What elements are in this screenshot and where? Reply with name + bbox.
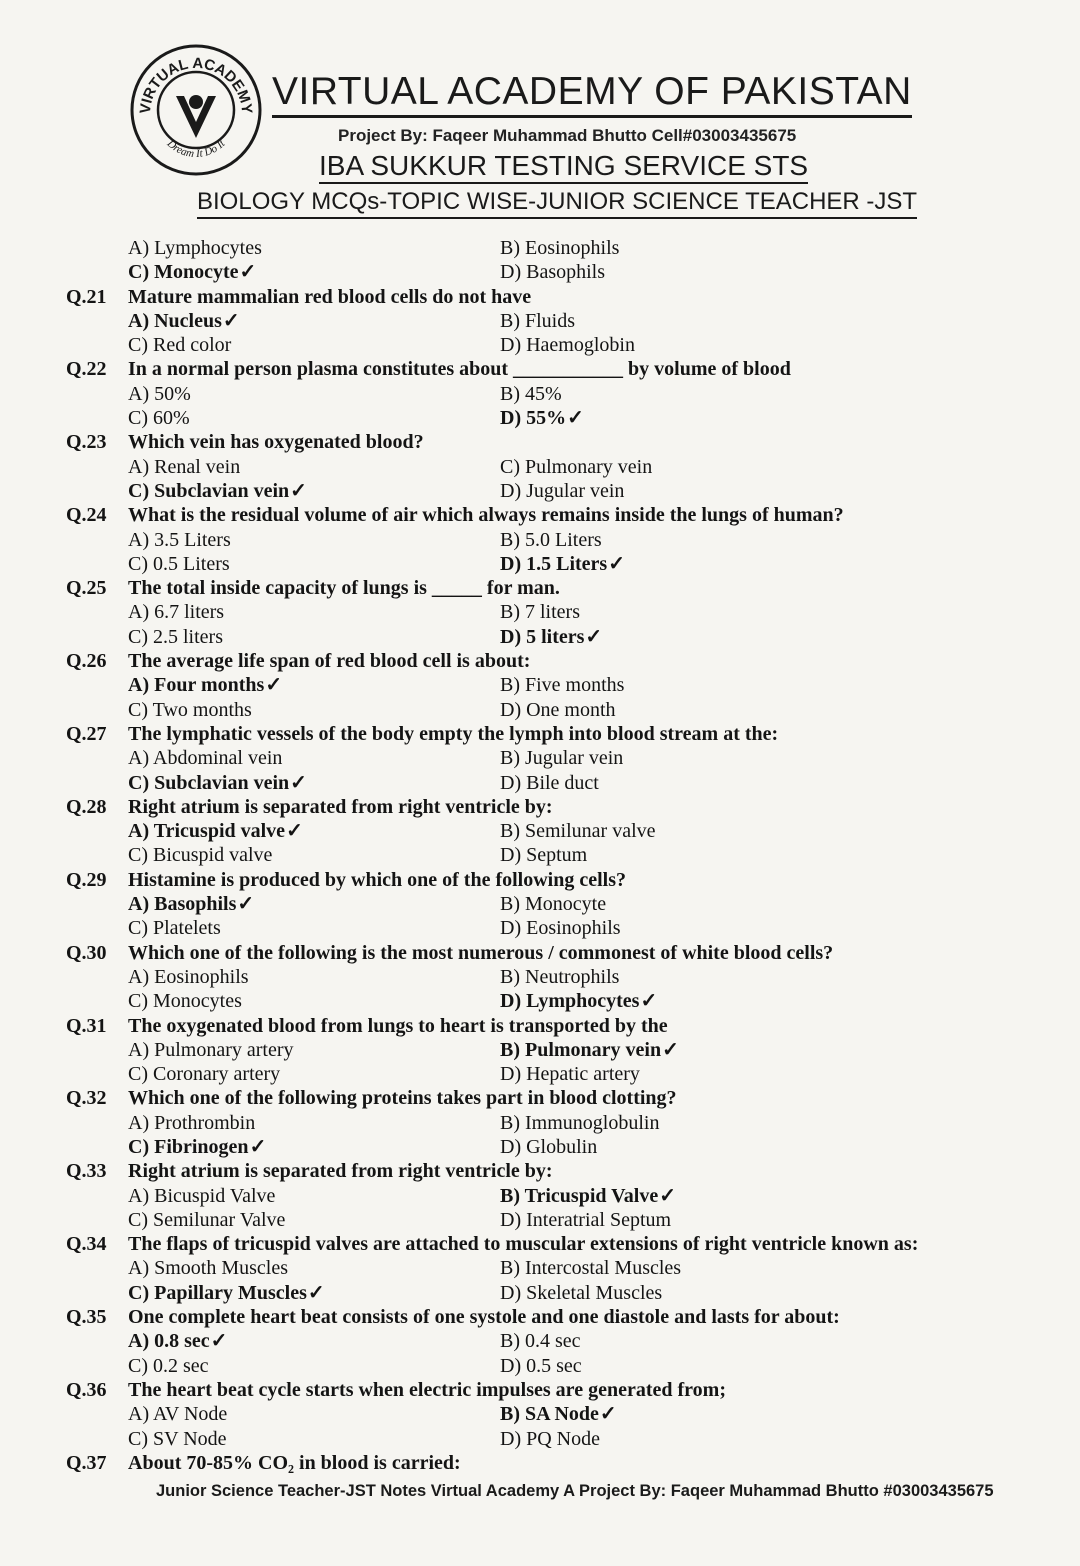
option-correct — [128, 1281, 500, 1305]
option — [500, 455, 872, 479]
option-row — [66, 989, 1006, 1013]
option-text: D) PQ Node — [500, 1427, 600, 1450]
question-text: About 70-85% CO₂ in blood is carried: — [128, 1451, 461, 1474]
option-row — [66, 965, 1006, 989]
logo-motto: Dream It Do It — [164, 137, 228, 161]
option-text: D) Globulin — [500, 1135, 598, 1158]
check-mark-icon: ✓ — [307, 1281, 325, 1304]
question-row — [66, 285, 1006, 309]
option-text: B) Five months — [500, 674, 625, 697]
option-row — [66, 1111, 1006, 1135]
question-text: Right atrium is separated from right ventricle by: — [128, 795, 553, 818]
option — [500, 1354, 872, 1378]
option — [500, 600, 872, 624]
option-text: B) 5.0 Liters — [500, 528, 602, 551]
option — [500, 236, 872, 260]
question-text: In a normal person plasma constitutes about ___________ by volume of blood — [128, 358, 791, 381]
question-number: Q.27 — [66, 722, 107, 745]
question-text: The average life span of red blood cell is about: — [128, 650, 531, 673]
option — [128, 382, 500, 406]
option-text: C) Subclavian vein — [128, 479, 290, 502]
option-row — [66, 1281, 1006, 1305]
option-text: A) 3.5 Liters — [128, 528, 231, 551]
option-text: C) Semilunar Valve — [128, 1208, 286, 1231]
question-row — [66, 649, 1006, 673]
option-text: C) Monocytes — [128, 990, 242, 1013]
check-mark-icon: ✓ — [265, 674, 283, 697]
check-mark-icon: ✓ — [585, 625, 603, 648]
option-text: A) Smooth Muscles — [128, 1257, 288, 1280]
check-mark-icon: ✓ — [290, 771, 307, 794]
option-text: C) 2.5 liters — [128, 625, 223, 648]
option-correct — [500, 1184, 872, 1208]
option-text: D) Eosinophils — [500, 917, 621, 940]
option — [128, 746, 500, 770]
option — [500, 333, 872, 357]
option-text: A) Prothrombin — [128, 1111, 256, 1134]
option — [128, 1062, 500, 1086]
question-text: One complete heart beat consists of one systole and one diastole and lasts for about: — [128, 1306, 840, 1329]
option-row — [66, 625, 1006, 649]
option — [128, 1038, 500, 1062]
option-correct — [500, 406, 872, 430]
option — [128, 843, 500, 867]
option — [500, 746, 872, 770]
option-row — [66, 771, 1006, 795]
option — [128, 236, 500, 260]
question-text: The total inside capacity of lungs is _____ for man. — [128, 577, 560, 600]
testing-service-title: IBA SUKKUR TESTING SERVICE STS — [319, 150, 808, 184]
option-text: C) Monocyte — [128, 261, 239, 284]
option — [500, 1208, 872, 1232]
option — [500, 1329, 872, 1353]
option-row — [66, 892, 1006, 916]
check-mark-icon: ✓ — [249, 1135, 267, 1158]
option — [128, 916, 500, 940]
option-text: A) Bicuspid Valve — [128, 1184, 276, 1207]
option-text: C) 0.5 Liters — [128, 552, 230, 575]
option — [500, 1062, 872, 1086]
option-row — [66, 309, 1006, 333]
option-text: D) Skeletal Muscles — [500, 1281, 663, 1304]
question-text: The lymphatic vessels of the body empty the lymph into blood stream at the: — [128, 722, 779, 745]
option-text: A) Tricuspid valve — [128, 820, 286, 843]
option-text: A) AV Node — [128, 1403, 228, 1426]
check-mark-icon: ✓ — [222, 309, 240, 332]
option — [128, 1256, 500, 1280]
option — [128, 1184, 500, 1208]
option-text: C) Coronary artery — [128, 1063, 281, 1086]
option-row — [66, 1329, 1006, 1353]
option — [500, 819, 872, 843]
option-row — [66, 406, 1006, 430]
question-number: Q.30 — [66, 941, 107, 964]
option-correct — [128, 819, 500, 843]
page-footer: Junior Science Teacher-JST Notes Virtual Academy A Project By: Faqeer Muhammad Bhutto #03003435675 — [156, 1482, 994, 1500]
option-row — [66, 333, 1006, 357]
option — [500, 528, 872, 552]
question-text: Which vein has oxygenated blood? — [128, 431, 424, 454]
option — [500, 1427, 872, 1451]
logo-ring-text: VIRTUAL ACADEMY — [136, 54, 256, 115]
option-text: D) Septum — [500, 844, 588, 867]
option-row — [66, 843, 1006, 867]
option-text: A) Pulmonary artery — [128, 1038, 294, 1061]
question-number: Q.25 — [66, 577, 107, 600]
option — [500, 309, 872, 333]
question-number: Q.26 — [66, 650, 107, 673]
question-row — [66, 430, 1006, 454]
subject-title: BIOLOGY MCQs-TOPIC WISE-JUNIOR SCIENCE TEACHER -JST — [197, 188, 917, 219]
option — [500, 673, 872, 697]
option-row — [66, 673, 1006, 697]
option-row — [66, 746, 1006, 770]
option-text: D) One month — [500, 698, 616, 721]
question-number: Q.35 — [66, 1306, 107, 1329]
option-correct — [128, 260, 500, 284]
check-mark-icon: ✓ — [662, 1038, 679, 1061]
check-mark-icon: ✓ — [608, 552, 625, 575]
option-text: B) 7 liters — [500, 601, 580, 624]
option-row — [66, 1062, 1006, 1086]
question-row — [66, 868, 1006, 892]
option-correct — [128, 1135, 500, 1159]
option-row — [66, 1402, 1006, 1426]
option — [500, 843, 872, 867]
option-row — [66, 260, 1006, 284]
question-row — [66, 576, 1006, 600]
question-row — [66, 1159, 1006, 1183]
svg-text:Dream It Do It — [164, 137, 228, 160]
question-row — [66, 795, 1006, 819]
question-row — [66, 1014, 1006, 1038]
question-text: Mature mammalian red blood cells do not have — [128, 285, 532, 308]
option — [128, 698, 500, 722]
option-text: B) Semilunar valve — [500, 820, 656, 843]
option-text: A) Eosinophils — [128, 965, 249, 988]
option-correct — [128, 309, 500, 333]
question-row — [66, 1305, 1006, 1329]
option-row — [66, 819, 1006, 843]
option — [128, 1354, 500, 1378]
option-text: A) Basophils — [128, 893, 237, 916]
check-mark-icon: ✓ — [237, 893, 255, 916]
academy-title: VIRTUAL ACADEMY OF PAKISTAN — [272, 72, 912, 118]
option-text: D) Hepatic artery — [500, 1063, 640, 1086]
question-text: The heart beat cycle starts when electric impulses are generated from; — [128, 1378, 726, 1401]
option — [128, 625, 500, 649]
option-row — [66, 1184, 1006, 1208]
question-text: The oxygenated blood from lungs to heart is transported by the — [128, 1014, 668, 1037]
option-text: C) Papillary Muscles — [128, 1281, 307, 1304]
option — [500, 1111, 872, 1135]
option-correct — [500, 552, 872, 576]
question-text: Histamine is produced by which one of the following cells? — [128, 868, 626, 891]
option-row — [66, 1208, 1006, 1232]
question-number: Q.36 — [66, 1378, 107, 1401]
option-correct — [128, 479, 500, 503]
option-text: B) Jugular vein — [500, 747, 624, 770]
academy-logo — [128, 42, 264, 178]
option-row — [66, 600, 1006, 624]
option — [128, 600, 500, 624]
question-number: Q.24 — [66, 504, 107, 527]
option-text: B) Eosinophils — [500, 237, 620, 259]
option-row — [66, 528, 1006, 552]
option-correct — [128, 673, 500, 697]
option — [500, 771, 872, 795]
question-number: Q.21 — [66, 285, 107, 308]
option-text: D) Interatrial Septum — [500, 1208, 672, 1231]
option-row — [66, 382, 1006, 406]
question-row — [66, 722, 1006, 746]
question-number: Q.32 — [66, 1087, 107, 1110]
option-text: C) 60% — [128, 407, 190, 430]
option-text: A) Renal vein — [128, 455, 241, 478]
option-row — [66, 1256, 1006, 1280]
question-number: Q.33 — [66, 1160, 107, 1183]
option — [500, 382, 872, 406]
option-row — [66, 236, 1006, 260]
option — [128, 1402, 500, 1426]
option-text: B) SA Node — [500, 1403, 599, 1426]
option-text: D) Lymphocytes — [500, 990, 640, 1013]
option-correct — [500, 625, 872, 649]
option-text: B) Neutrophils — [500, 965, 620, 988]
question-text: What is the residual volume of air which always remains inside the lungs of human? — [128, 504, 844, 527]
question-number: Q.23 — [66, 431, 107, 454]
option-text: B) Immunoglobulin — [500, 1111, 660, 1134]
option-text: A) 0.8 sec — [128, 1330, 210, 1353]
option — [500, 698, 872, 722]
option-row — [66, 916, 1006, 940]
question-number: Q.22 — [66, 358, 107, 381]
option-row — [66, 1135, 1006, 1159]
question-row — [66, 1378, 1006, 1402]
option — [500, 916, 872, 940]
option-row — [66, 552, 1006, 576]
option-row — [66, 698, 1006, 722]
check-mark-icon: ✓ — [286, 820, 303, 843]
option — [128, 1208, 500, 1232]
option-text: A) Nucleus — [128, 309, 222, 332]
option-row — [66, 479, 1006, 503]
option — [500, 892, 872, 916]
question-row — [66, 1451, 1006, 1475]
option — [128, 406, 500, 430]
option-text: B) Intercostal Muscles — [500, 1257, 682, 1280]
option-text: D) Jugular vein — [500, 479, 625, 502]
option — [128, 455, 500, 479]
option — [128, 1111, 500, 1135]
check-mark-icon: ✓ — [290, 479, 307, 502]
project-line: Project By: Faqeer Muhammad Bhutto Cell#03003435675 — [338, 126, 797, 145]
option-row — [66, 1354, 1006, 1378]
option — [128, 333, 500, 357]
option-text: C) Fibrinogen — [128, 1135, 249, 1158]
option — [500, 1135, 872, 1159]
option-text: C) Platelets — [128, 917, 221, 940]
option-text: D) 1.5 Liters — [500, 552, 608, 575]
option-correct — [500, 1038, 872, 1062]
option — [500, 479, 872, 503]
option-text: D) Bile duct — [500, 771, 599, 794]
option-text: A) Four months — [128, 674, 265, 697]
option-correct — [128, 892, 500, 916]
option-text: C) Two months — [128, 698, 252, 721]
question-number: Q.37 — [66, 1451, 107, 1474]
check-mark-icon: ✓ — [567, 407, 584, 430]
question-text: The flaps of tricuspid valves are attached to muscular extensions of right ventricle known as: — [128, 1233, 919, 1256]
question-number: Q.34 — [66, 1233, 107, 1256]
option-text: D) 0.5 sec — [500, 1354, 582, 1377]
check-mark-icon: ✓ — [599, 1403, 617, 1426]
option — [128, 989, 500, 1013]
option — [128, 552, 500, 576]
question-number: Q.29 — [66, 868, 107, 891]
option — [500, 1256, 872, 1280]
question-number: Q.28 — [66, 795, 107, 818]
option — [500, 965, 872, 989]
option-text: D) Basophils — [500, 261, 605, 284]
question-row — [66, 1086, 1006, 1110]
option — [128, 528, 500, 552]
check-mark-icon: ✓ — [659, 1184, 676, 1207]
option-row — [66, 1038, 1006, 1062]
option-text: C) 0.2 sec — [128, 1354, 209, 1377]
option — [128, 965, 500, 989]
option-row — [66, 1427, 1006, 1451]
option-correct — [128, 1329, 500, 1353]
option-text: B) 45% — [500, 382, 562, 405]
question-text: Which one of the following is the most numerous / commonest of white blood cells? — [128, 941, 834, 964]
option-correct — [500, 989, 872, 1013]
question-row — [66, 357, 1006, 381]
option-correct — [500, 1402, 872, 1426]
option-text: A) 50% — [128, 382, 191, 405]
option — [500, 260, 872, 284]
option-text: B) Tricuspid Valve — [500, 1184, 659, 1207]
option-text: B) 0.4 sec — [500, 1330, 581, 1353]
option-text: D) Haemoglobin — [500, 334, 635, 357]
option-row — [66, 455, 1006, 479]
option-text: D) 55% — [500, 407, 567, 430]
check-mark-icon: ✓ — [210, 1330, 228, 1353]
question-text: Right atrium is separated from right ventricle by: — [128, 1160, 553, 1183]
option-text: D) 5 liters — [500, 625, 585, 648]
option-text: B) Pulmonary vein — [500, 1038, 662, 1061]
option-text: C) Subclavian vein — [128, 771, 290, 794]
option-text: C) Pulmonary vein — [500, 455, 653, 478]
question-text: Which one of the following proteins takes part in blood clotting? — [128, 1087, 677, 1110]
check-mark-icon: ✓ — [239, 261, 257, 284]
option-correct — [128, 771, 500, 795]
question-row — [66, 941, 1006, 965]
option-text: B) Fluids — [500, 309, 576, 332]
option — [128, 1427, 500, 1451]
question-row — [66, 503, 1006, 527]
question-row — [66, 1232, 1006, 1256]
option-text: B) Monocyte — [500, 893, 607, 916]
mcq-list — [66, 236, 1006, 1475]
check-mark-icon: ✓ — [640, 990, 658, 1013]
option — [500, 1281, 872, 1305]
option-text: C) SV Node — [128, 1427, 227, 1450]
option-text: C) Red color — [128, 334, 232, 357]
option-text: A) 6.7 liters — [128, 601, 225, 624]
option-text: C) Bicuspid valve — [128, 844, 273, 867]
option-text: A) Abdominal vein — [128, 747, 283, 770]
option-text: A) Lymphocytes — [128, 237, 262, 259]
question-number: Q.31 — [66, 1014, 107, 1037]
